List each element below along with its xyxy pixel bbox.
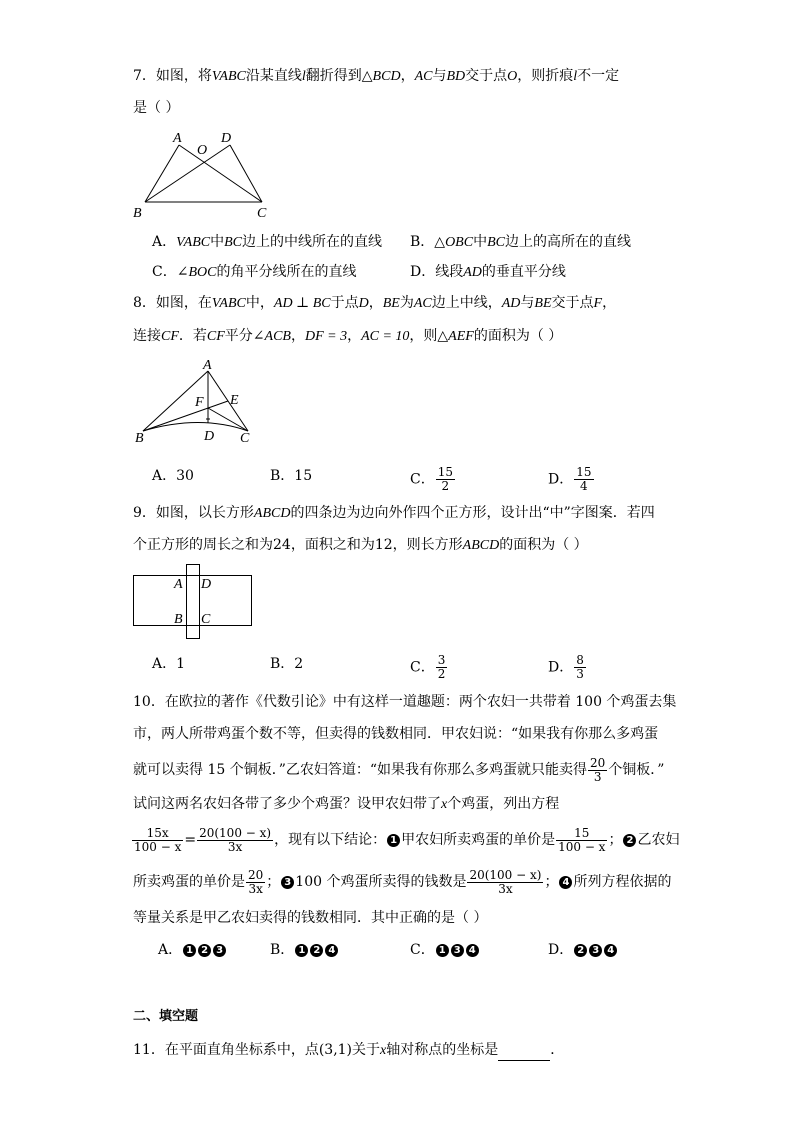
q9-option-d[interactable]: D． $\frac{8}{3}$ bbox=[548, 653, 584, 681]
q10-line1: 10．在欧拉的著作《代数引论》中有这样一道趣题：两个农妇一共带着 100 个鸡蛋去集 bbox=[133, 694, 677, 710]
q7-option-b[interactable]: B．△OBC中BC边上的高所在的直线 bbox=[410, 234, 631, 250]
q10-option-c[interactable]: C． 1 3 4 bbox=[410, 940, 480, 960]
q7-label-A: A bbox=[173, 131, 182, 146]
q10-line2: 市，两人所带鸡蛋个数不等，但卖得的钱数相同．甲农妇说：“如果我有你那么多鸡蛋 bbox=[133, 726, 659, 742]
q10-option-a[interactable]: A． 1 2 3 bbox=[158, 940, 227, 960]
q10-line6: 所卖鸡蛋的单价是 $\frac{20}{3x}$ ； 3 100 个鸡蛋所卖得的钱数是 $\frac{20(100 - x)}{3x}$ ； 4 所列方程依据的 bbox=[133, 867, 672, 896]
q7-line1: 7．如图，将VABC沿某直线l翻折得到△BCD，AC与BD交于点O，则折痕l不一定 bbox=[133, 68, 620, 84]
q7-figure bbox=[128, 126, 278, 222]
q10-option-b[interactable]: B． 1 2 4 bbox=[270, 940, 339, 960]
q9-option-c[interactable]: C． $\frac{3}{2}$ bbox=[410, 653, 446, 681]
q8-line1: 8．如图，在VABC中，AD ⊥ BC于点D，BE为AC边上中线，AD与BE交于点F， bbox=[133, 295, 617, 311]
q7-option-d[interactable]: D．线段AD的垂直平分线 bbox=[410, 264, 566, 280]
section-heading: 二、填空题 bbox=[133, 1009, 199, 1024]
q7-line2: 是（ ） bbox=[133, 100, 180, 116]
q8-label-B: B bbox=[135, 431, 144, 446]
q10-line4: 试问这两名农妇各带了多少个鸡蛋？设甲农妇带了x个鸡蛋，列出方程 bbox=[133, 796, 560, 812]
q9-line1: 9．如图，以长方形ABCD的四条边为边向外作四个正方形，设计出“中”字图案．若四 bbox=[133, 505, 655, 521]
q7-label-D: D bbox=[221, 131, 232, 146]
q9-label-C: C bbox=[201, 612, 211, 627]
q11-line: 11．在平面直角坐标系中，点(3,1)关于x轴对称点的坐标是 ． bbox=[133, 1040, 564, 1061]
q10-option-d[interactable]: D． 2 3 4 bbox=[548, 940, 618, 960]
q8-label-C: C bbox=[240, 431, 250, 446]
q7-option-a[interactable]: A．VABC中BC边上的中线所在的直线 bbox=[152, 234, 382, 250]
q8-label-D: D bbox=[204, 429, 215, 444]
q8-option-b[interactable]: B．15 bbox=[270, 468, 313, 484]
q9-line2: 个正方形的周长之和为24，面积之和为12，则长方形ABCD的面积为（ ） bbox=[133, 537, 588, 553]
q8-figure bbox=[130, 358, 260, 448]
q8-option-a[interactable]: A．30 bbox=[152, 468, 194, 484]
q10-line7: 等量关系是甲乙农妇卖得的钱数相同．其中正确的是（ ） bbox=[133, 910, 488, 926]
q10-line3: 就可以卖得 15 个铜板．”乙农妇答道：“如果我有你那么多鸡蛋就只能卖得 $\frac{20}{3}$ 个铜板．” bbox=[133, 755, 665, 784]
q7-option-c[interactable]: C．∠BOC的角平分线所在的直线 bbox=[152, 264, 357, 280]
q9-figure bbox=[130, 562, 256, 644]
q7-label-O: O bbox=[197, 143, 208, 158]
q9-label-D: D bbox=[201, 577, 212, 592]
q8-option-d[interactable]: D． $\frac{15}{4}$ bbox=[548, 465, 592, 493]
q7-label-B: B bbox=[133, 206, 142, 221]
q7-label-C: C bbox=[257, 206, 267, 221]
q9-option-a[interactable]: A．1 bbox=[152, 656, 186, 672]
q9-option-b[interactable]: B．2 bbox=[270, 656, 304, 672]
q9-label-A: A bbox=[174, 577, 183, 592]
q11-answer-blank[interactable] bbox=[498, 1046, 550, 1061]
q8-label-E: E bbox=[230, 393, 239, 408]
q8-line2: 连接CF．若CF平分∠ACB，DF = 3，AC = 10，则△AEF的面积为（ ） bbox=[133, 328, 563, 344]
q8-label-A: A bbox=[203, 358, 212, 373]
q8-option-c[interactable]: C． $\frac{15}{2}$ bbox=[410, 465, 453, 493]
q9-label-B: B bbox=[174, 612, 183, 627]
q10-line5: $\frac{15x}{100 - x}$ = $\frac{20(100 - x)}{3x}$ ，现有以下结论： 1 甲农妇所卖鸡蛋的单价是 $\frac{15}{100 - x}$ ； 2 乙农妇 bbox=[134, 825, 680, 854]
q8-label-F: F bbox=[195, 395, 204, 410]
